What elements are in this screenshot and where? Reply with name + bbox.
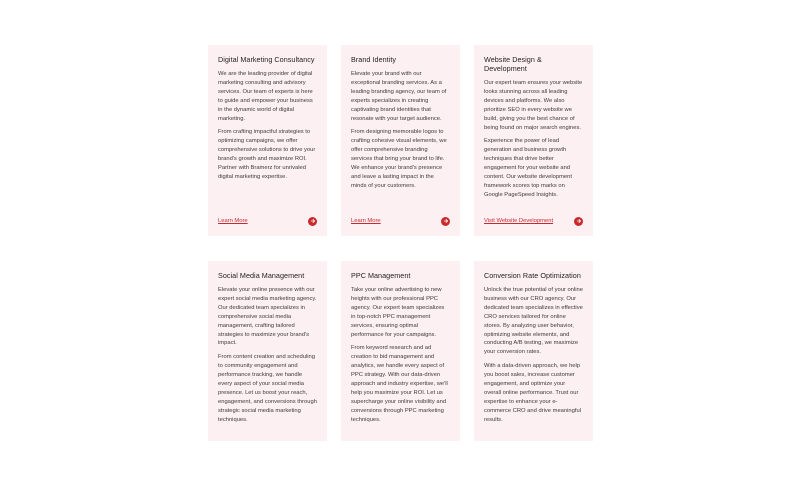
card-title: Website Design & Development bbox=[484, 55, 542, 73]
card-description: Unlock the true potential of your online business with our CRO agency. Our dedicated team specializes in effective CRO services tailored for online stores. By analyzing user behavior, optimizing website elements, and conducting A/B testing, we maximize your conversion rates. bbox=[484, 287, 583, 356]
service-card-website-design bbox=[474, 45, 593, 236]
card-footer bbox=[484, 215, 583, 227]
card-description-secondary: Experience the power of lead generation and business growth techniques that drive better engagement for your website and content. Our website development framework scores top marks on Google PageSpeed Insights. bbox=[484, 138, 572, 198]
service-card-brand-identity bbox=[341, 45, 460, 236]
arrow-right-icon[interactable] bbox=[441, 217, 450, 226]
services-grid bbox=[208, 45, 594, 441]
card-footer bbox=[218, 215, 317, 227]
learn-more-link[interactable]: Learn More bbox=[351, 218, 381, 224]
learn-more-link[interactable]: Learn More bbox=[218, 218, 248, 224]
card-description-secondary: With a data-driven approach, we help you boost sales, increase customer engagement, and optimize your overall online performance. Trust our expertise to enhance your e-commerce CRO and drive meaningful results. bbox=[484, 363, 581, 423]
card-description: Elevate your online presence with our expert social media marketing agency. Our dedicated team specializes in comprehensive social media management, crafting tailored strategies to maximize your brand's impact. bbox=[218, 287, 317, 347]
service-card-ppc bbox=[341, 261, 460, 441]
card-description: Take your online advertising to new heights with our professional PPC agency. Our expert team specializes in top-notch PPC management services, ensuring optimal performance for your campaigns. bbox=[351, 287, 445, 338]
card-description-secondary: From keyword research and ad creation to bid management and analytics, we handle every aspect of PPC strategy. With our data-driven approach and industry expertise, we'll help you maximize your ROI. Let us supercharge your online visibility and conversions through PPC marketing techniques. bbox=[351, 345, 448, 423]
card-description-secondary: From designing memorable logos to crafting cohesive visual elements, we offer comprehensive branding services that bring your brand to life. We enhance your brand's presence and leave a lasting impact in the minds of your customers. bbox=[351, 129, 447, 189]
card-title: Social Media Management bbox=[218, 271, 305, 280]
arrow-right-icon[interactable] bbox=[574, 217, 583, 226]
card-description: Our expert team ensures your website looks stunning across all leading devices and platforms. We also prioritize SEO in every website we build, giving you the best chance of being found on major search engines. bbox=[484, 80, 583, 131]
card-title: PPC Management bbox=[351, 271, 411, 280]
card-title: Brand Identity bbox=[351, 55, 397, 64]
service-card-cro bbox=[474, 261, 593, 441]
arrow-right-icon[interactable] bbox=[308, 217, 317, 226]
card-footer bbox=[351, 215, 450, 227]
service-card-social-media bbox=[208, 261, 327, 441]
card-description-secondary: From content creation and scheduling to community engagement and performance tracking, we handle every aspect of your social media presence. Let us boost your reach, engagement, and conversions through strategic social media marketing techniques. bbox=[218, 354, 317, 423]
card-description: Elevate your brand with our exceptional branding services. As a leading branding agency, our team of experts specializes in creating captivating brand identities that resonate with your target audience. bbox=[351, 71, 447, 122]
visit-website-development-link[interactable]: Visit Website Development bbox=[484, 218, 554, 224]
card-title: Digital Marketing Consultancy bbox=[218, 55, 315, 64]
card-description: We are the leading provider of digital marketing consulting and advisory services. Our team of experts is here to guide and empower your business in the dynamic world of digital marketing. bbox=[218, 71, 313, 122]
card-description-secondary: From crafting impactful strategies to optimizing campaigns, we offer comprehensive solutions to drive your brand's growth and maximize ROI. Partner with Bramerz for unrivaled digital marketing expertise. bbox=[218, 129, 316, 180]
service-card-digital-marketing bbox=[208, 45, 327, 236]
card-title: Conversion Rate Optimization bbox=[484, 271, 581, 280]
